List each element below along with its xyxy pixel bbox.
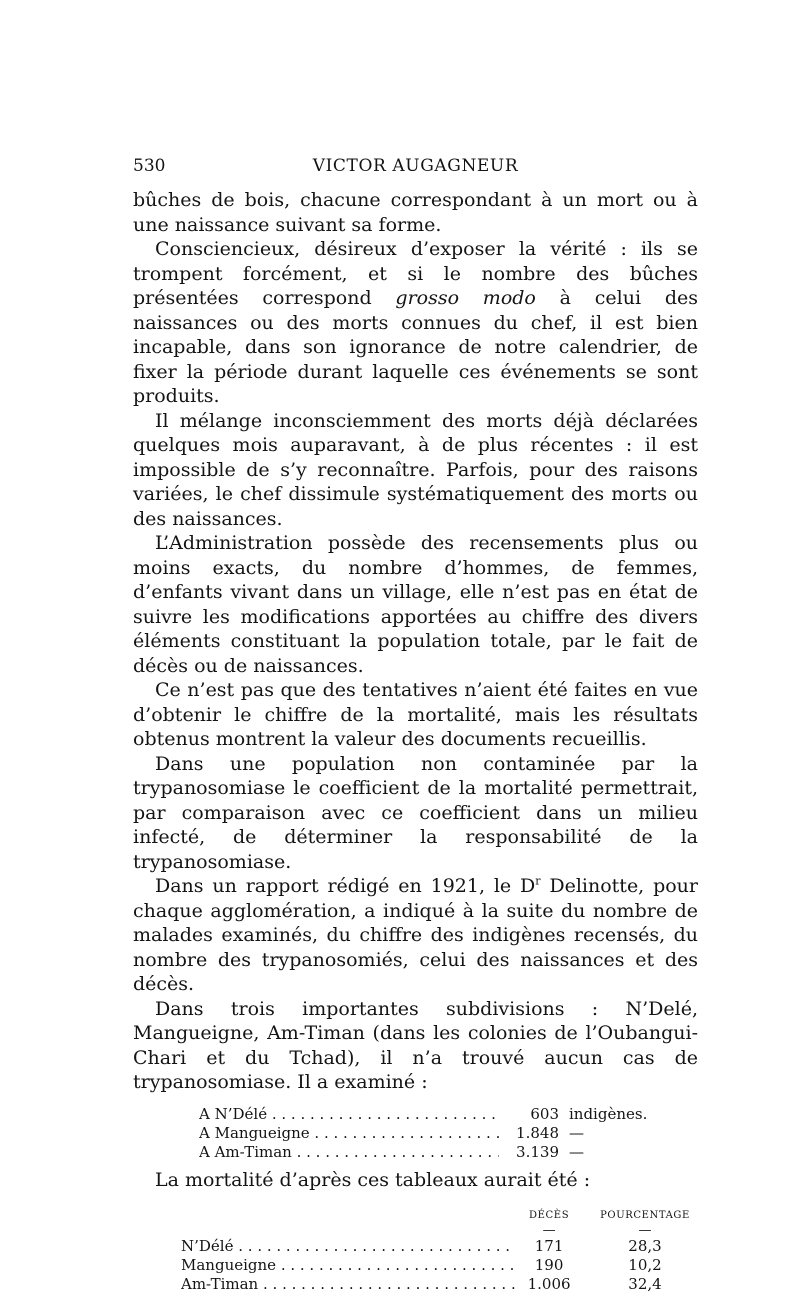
page-number: 530 <box>133 156 166 176</box>
percent-header: POURCENTAGE <box>600 1210 690 1221</box>
examined-table <box>199 1105 698 1162</box>
latin-phrase: grosso modo <box>395 287 536 309</box>
book-page <box>133 152 698 1294</box>
paragraph: Dans trois importantes subdivisions : N’Delé, Mangueigne, Am-Timan (dans les colonies de l’Oubangui-Chari et du Tchad), il n’a trouvé aucun cas de trypanosomiase. Il a examiné : <box>133 997 698 1093</box>
paragraph: Consciencieux, désireux d’exposer la vérité : ils se trompent forcément, et si le nombre des bûches présentées correspond grosso modo à celui des naissances ou des morts connues du chef, il est bien incapable, dans son ignorance de notre calendrier, de fixer la période durant laquelle ces événements se sont produits. <box>133 238 698 407</box>
mortality-table <box>181 1206 698 1294</box>
table-row: Am-Timan . . . 1.006 32,4 <box>181 1275 698 1294</box>
paragraph: Dans une population non contaminée par la trypanosomiase le coefficient de la mortalité permettrait, par comparaison avec ce coefficient dans un milieu infecté, de déterminer la responsabilité de la trypanosomiase. <box>133 752 698 873</box>
table-row: Mangueigne . . . 190 10,2 <box>181 1256 698 1275</box>
paragraph: Ce n’est pas que des tentatives n’aient été faites en vue d’obtenir le chiffre de la mortalité, mais les résultats obtenus montrent la valeur des documents recueillis. <box>133 679 698 750</box>
table-row: A Mangueigne . . . 1.848 — <box>199 1124 698 1143</box>
table-header <box>181 1206 698 1225</box>
page-header <box>133 152 698 182</box>
table-row: N’Délé . . . 171 28,3 <box>181 1237 698 1256</box>
body-text <box>133 188 698 1095</box>
table-row: A Am-Timan . . . 3.139 — <box>199 1143 698 1162</box>
table-row: A N’Délé . . . 603 indigènes. <box>199 1105 698 1124</box>
paragraph: bûches de bois, chacune correspondant à un mort ou à une naissance suivant sa forme. <box>133 189 698 236</box>
paragraph: Il mélange inconsciemment des morts déjà déclarées quelques mois auparavant, à de plus récentes : il est impossible de s’y reconnaître. Parfois, pour des raisons variées, le chef dissimule systématiquement des morts ou des naissances. <box>133 409 698 530</box>
paragraph: Dans un rapport rédigé en 1921, le $D^r$ Delinotte, pour chaque agglomération, a indiqué à la suite du nombre de malades examinés, du chiffre des indigènes recensés, du nombre des trypanosomiés, celui des naissances et des décès. <box>133 874 698 995</box>
deaths-header: DÉCÈS <box>529 1210 570 1221</box>
paragraph: L’Administration possède des recensements plus ou moins exacts, du nombre d’hommes, de femmes, d’enfants vivant dans un village, elle n’est pas en état de suivre les modifications apportées au chiffre des divers éléments constituant la population totale, par le fait de décès ou de naissances. <box>133 532 698 677</box>
running-head: VICTOR AUGAGNEUR <box>312 156 519 176</box>
header-rule: — — <box>542 1223 652 1238</box>
mortality-intro: La mortalité d’après ces tableaux aurait été : <box>155 1168 591 1191</box>
